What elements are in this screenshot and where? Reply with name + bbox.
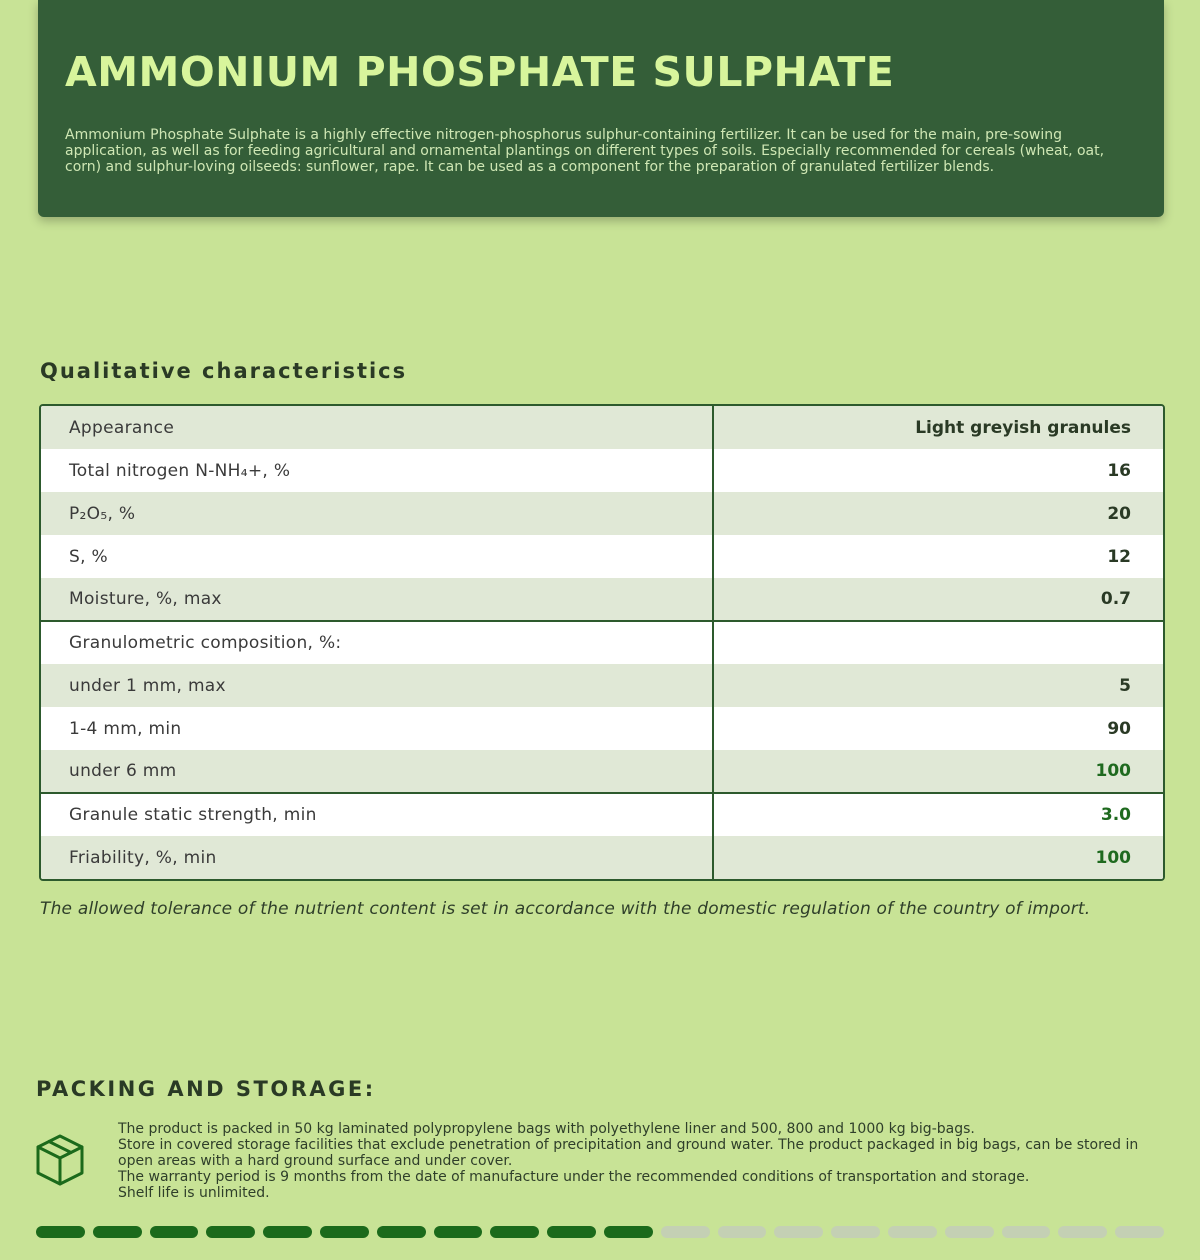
packing-line: Store in covered storage facilities that exclude penetration of precipitation and ground water. The product packaged in big bags, can be stored in open areas with a hard ground surface and under cover. bbox=[118, 1137, 1139, 1169]
progress-segment-active bbox=[263, 1226, 312, 1238]
row-value: 100 bbox=[713, 750, 1163, 793]
table-row bbox=[41, 664, 1163, 707]
row-value: 12 bbox=[713, 535, 1163, 578]
progress-indicator bbox=[36, 1226, 1164, 1238]
tolerance-note: The allowed tolerance of the nutrient content is set in accordance with the domestic regulation of the country of import. bbox=[40, 899, 1091, 919]
characteristics-table bbox=[39, 404, 1165, 881]
product-description: Ammonium Phosphate Sulphate is a highly effective nitrogen-phosphorus sulphur-containing fertilizer. It can be used for the main, pre-sowing application, as well as for feeding agricultural and ornamental plantings on different types of soils. Especially recommended for cereals (wheat, oat, corn) and sulphur-loving oilseeds: sunflower, rape. It can be used as a component for the preparation of granulated fertilizer blends. bbox=[65, 127, 1105, 175]
table-row bbox=[41, 750, 1163, 793]
progress-segment-inactive bbox=[945, 1226, 994, 1238]
row-value: 90 bbox=[713, 707, 1163, 750]
progress-segment-inactive bbox=[1058, 1226, 1107, 1238]
row-label: Granule static strength, min bbox=[41, 793, 713, 836]
table-row bbox=[41, 707, 1163, 750]
row-value: 3.0 bbox=[713, 793, 1163, 836]
row-value: 20 bbox=[713, 492, 1163, 535]
progress-segment-active bbox=[604, 1226, 653, 1238]
progress-segment-inactive bbox=[661, 1226, 710, 1238]
progress-segment-active bbox=[547, 1226, 596, 1238]
packing-info bbox=[118, 1121, 1168, 1201]
progress-segment-active bbox=[206, 1226, 255, 1238]
progress-segment-inactive bbox=[1002, 1226, 1051, 1238]
packing-line: The warranty period is 9 months from the date of manufacture under the recommended conditions of transportation and storage. bbox=[118, 1169, 1030, 1185]
row-value: 5 bbox=[713, 664, 1163, 707]
row-label: S, % bbox=[41, 535, 713, 578]
section-title-packing: PACKING AND STORAGE: bbox=[36, 1077, 376, 1101]
progress-segment-active bbox=[490, 1226, 539, 1238]
table-row bbox=[41, 406, 1163, 449]
progress-segment-active bbox=[150, 1226, 199, 1238]
row-label: Moisture, %, max bbox=[41, 578, 713, 621]
box-icon bbox=[34, 1132, 86, 1188]
table-row bbox=[41, 535, 1163, 578]
table-row bbox=[41, 578, 1163, 621]
progress-segment-inactive bbox=[831, 1226, 880, 1238]
packing-line: The product is packed in 50 kg laminated polypropylene bags with polyethylene liner and 500, 800 and 1000 kg big-bags. bbox=[118, 1121, 975, 1137]
row-label: under 1 mm, max bbox=[41, 664, 713, 707]
row-label: P₂O₅, % bbox=[41, 492, 713, 535]
table-row bbox=[41, 793, 1163, 836]
row-value: 16 bbox=[713, 449, 1163, 492]
row-label: Total nitrogen N-NH₄+, % bbox=[41, 449, 713, 492]
row-label: under 6 mm bbox=[41, 750, 713, 793]
row-value: Light greyish granules bbox=[713, 406, 1163, 449]
row-label: Friability, %, min bbox=[41, 836, 713, 879]
row-value bbox=[713, 621, 1163, 664]
page-title: AMMONIUM PHOSPHATE SULPHATE bbox=[65, 48, 895, 96]
packing-line: Shelf life is unlimited. bbox=[118, 1185, 270, 1201]
row-value: 100 bbox=[713, 836, 1163, 879]
table-row bbox=[41, 449, 1163, 492]
progress-segment-active bbox=[36, 1226, 85, 1238]
progress-segment-inactive bbox=[888, 1226, 937, 1238]
table-row bbox=[41, 621, 1163, 664]
row-label: 1-4 mm, min bbox=[41, 707, 713, 750]
table-row bbox=[41, 492, 1163, 535]
progress-segment-active bbox=[93, 1226, 142, 1238]
progress-segment-active bbox=[320, 1226, 369, 1238]
progress-segment-inactive bbox=[718, 1226, 767, 1238]
table-row bbox=[41, 836, 1163, 879]
progress-segment-inactive bbox=[1115, 1226, 1164, 1238]
progress-segment-inactive bbox=[774, 1226, 823, 1238]
row-label: Granulometric composition, %: bbox=[41, 621, 713, 664]
header-banner bbox=[38, 0, 1164, 217]
progress-segment-active bbox=[377, 1226, 426, 1238]
progress-segment-active bbox=[434, 1226, 483, 1238]
row-label: Appearance bbox=[41, 406, 713, 449]
section-title-qualitative: Qualitative characteristics bbox=[40, 359, 408, 383]
row-value: 0.7 bbox=[713, 578, 1163, 621]
